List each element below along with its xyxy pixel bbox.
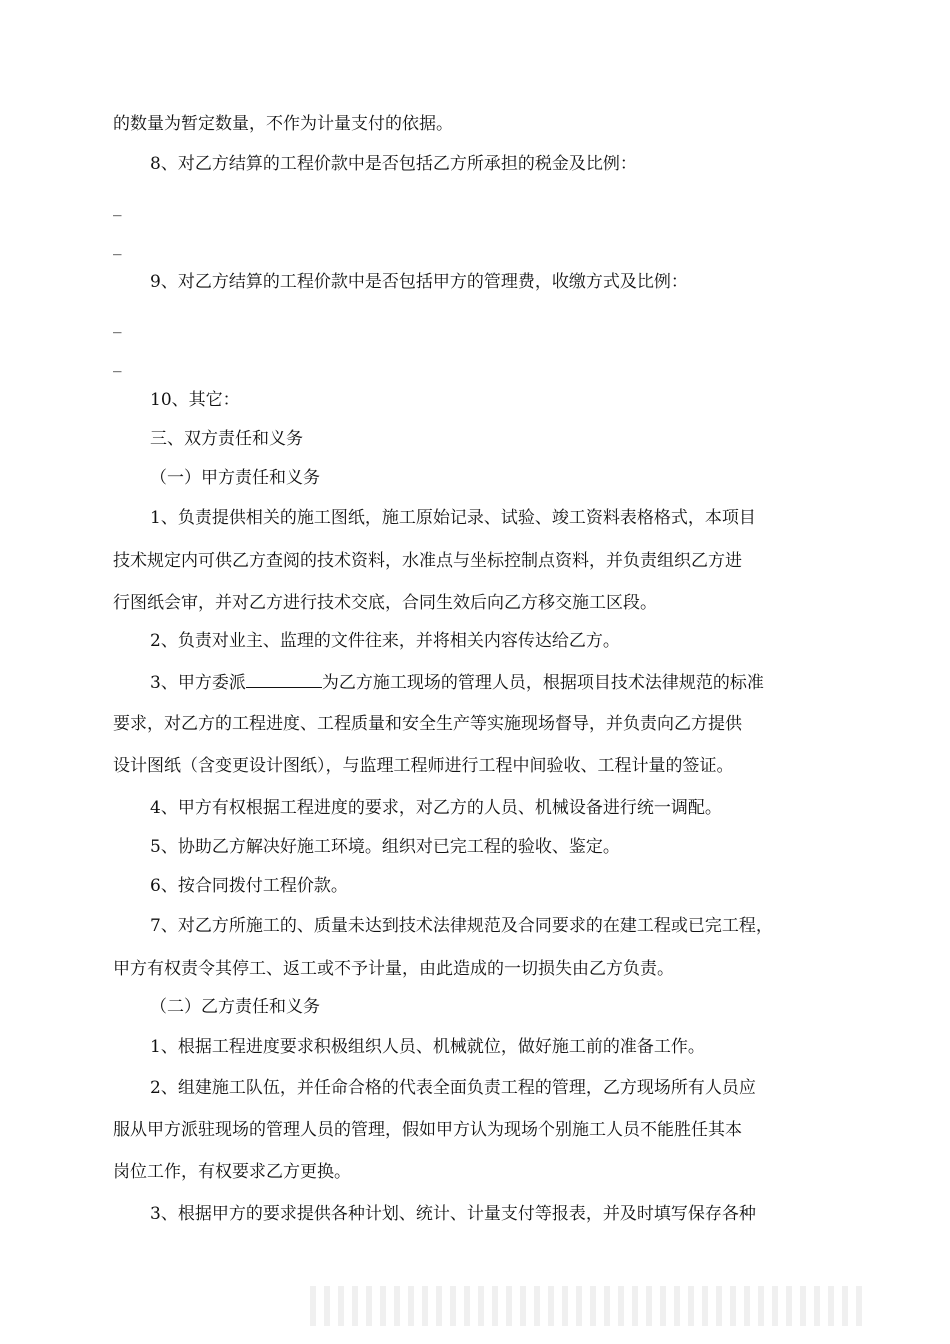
subsection-heading: （二）乙方责任和义务: [150, 997, 320, 1017]
clause-8: 8、对乙方结算的工程价款中是否包括乙方所承担的税金及比例：: [150, 154, 637, 174]
text-line: 7、对乙方所施工的、质量未达到技术法律规范及合同要求的在建工程或已完工程，: [150, 916, 773, 936]
fill-in-blank[interactable]: [246, 671, 322, 688]
text-line: 的数量为暂定数量，不作为计量支付的依据。: [113, 114, 453, 134]
clause-10: 10、其它：: [150, 390, 240, 410]
text-line: [150, 671, 880, 694]
scan-artifact: [310, 1286, 870, 1326]
text-line: 行图纸会审，并对乙方进行技术交底，合同生效后向乙方移交施工区段。: [113, 593, 657, 613]
text-line: 服从甲方派驻现场的管理人员的管理，假如甲方认为现场个别施工人员不能胜任其本: [113, 1120, 742, 1140]
text-line: 3、根据甲方的要求提供各种计划、统计、计量支付等报表，并及时填写保存各种: [150, 1204, 756, 1224]
text-span: 为乙方施工现场的管理人员，根据项目技术法律规范的标准: [321, 673, 764, 693]
text-line: 4、甲方有权根据工程进度的要求，对乙方的人员、机械设备进行统一调配。: [150, 798, 722, 818]
blank-line: _: [113, 236, 122, 256]
text-line: 岗位工作，有权要求乙方更换。: [113, 1162, 351, 1182]
blank-line: _: [113, 197, 122, 217]
subsection-heading: （一）甲方责任和义务: [150, 468, 320, 488]
text-line: 技术规定内可供乙方查阅的技术资料，水准点与坐标控制点资料，并负责组织乙方进: [113, 551, 742, 571]
text-line: 5、协助乙方解决好施工环境。组织对已完工程的验收、鉴定。: [150, 837, 620, 857]
text-line: 2、组建施工队伍，并任命合格的代表全面负责工程的管理，乙方现场所有人员应: [150, 1078, 756, 1098]
blank-line: _: [113, 353, 122, 373]
text-span: 3、甲方委派: [150, 673, 246, 693]
section-heading: 三、双方责任和义务: [150, 429, 303, 449]
text-line: 甲方有权责令其停工、返工或不予计量，由此造成的一切损失由乙方负责。: [113, 959, 674, 979]
text-line: 2、负责对业主、监理的文件往来，并将相关内容传达给乙方。: [150, 631, 620, 651]
text-line: 要求，对乙方的工程进度、工程质量和安全生产等实施现场督导，并负责向乙方提供: [113, 714, 742, 734]
text-line: 1、根据工程进度要求积极组织人员、机械就位，做好施工前的准备工作。: [150, 1037, 705, 1057]
text-line: 设计图纸（含变更设计图纸），与监理工程师进行工程中间验收、工程计量的签证。: [113, 756, 734, 776]
clause-9: 9、对乙方结算的工程价款中是否包括甲方的管理费，收缴方式及比例：: [150, 272, 688, 292]
blank-line: _: [113, 314, 122, 334]
text-line: 6、按合同拨付工程价款。: [150, 876, 348, 896]
text-line: 1、负责提供相关的施工图纸，施工原始记录、试验、竣工资料表格格式，本项目: [150, 508, 756, 528]
